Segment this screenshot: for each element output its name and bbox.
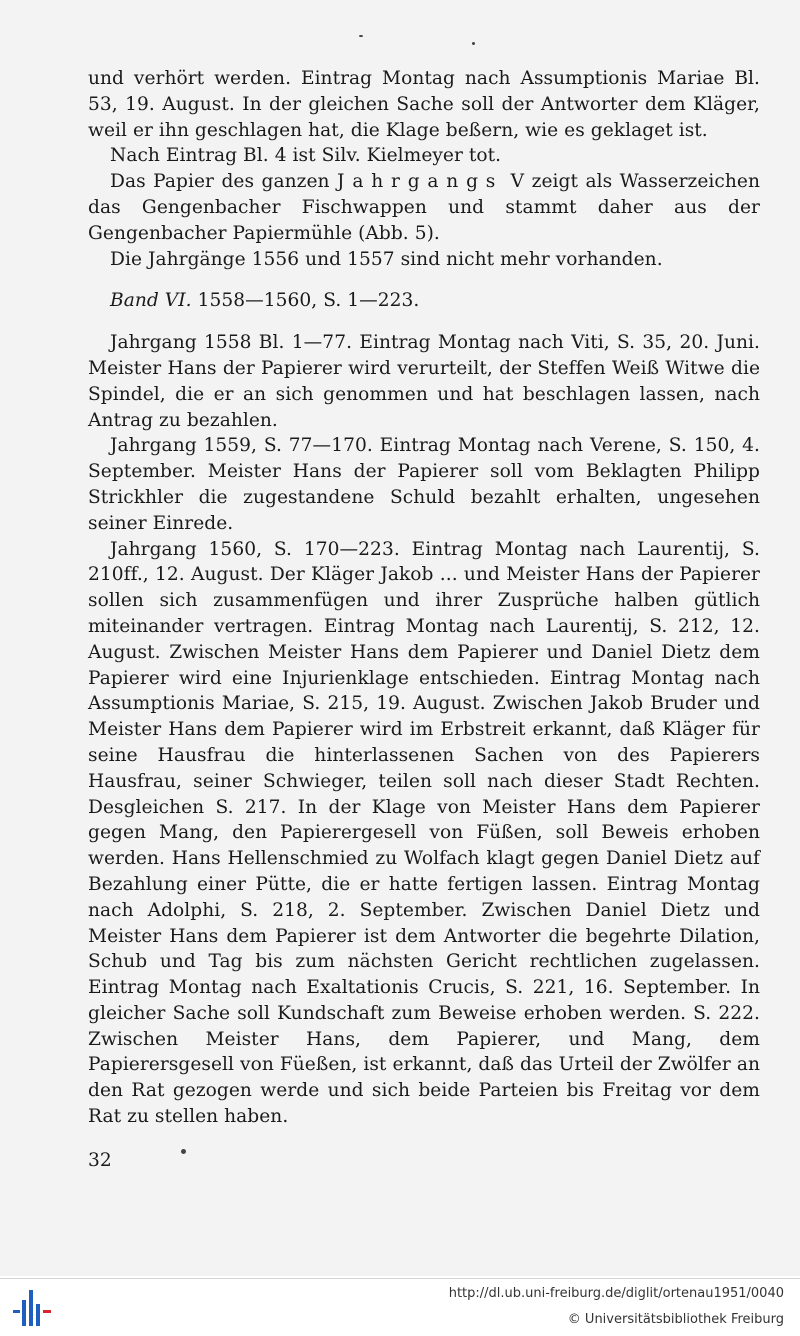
- paragraph: [88, 169, 760, 246]
- scan-speck: [181, 1149, 186, 1154]
- scan-speck: [472, 42, 475, 45]
- library-logo-icon: [12, 1288, 52, 1328]
- paragraph: Jahrgang 1559, S. 77—170. Eintrag Montag nach Verene, S. 150, 4. September. Meister Hans der Papierer soll vom Beklagten Philipp Strickhler die zugestandene Schuld bezahlt erhalten, ungesehen seiner Einrede.: [88, 435, 760, 534]
- paragraph: und verhört werden. Eintrag Montag nach Assumptionis Mariae Bl. 53, 19. August. In der gleichen Sache soll der Antworter dem Kläger, weil er ihn geschlagen hat, die Klage beßern, wie es geklaget ist.: [88, 68, 760, 141]
- paragraph: Nach Eintrag Bl. 4 ist Silv. Kielmeyer tot.: [110, 145, 502, 167]
- copyright-notice: © Universitätsbibliothek Freiburg: [567, 1312, 784, 1327]
- paragraph: Die Jahrgänge 1556 und 1557 sind nicht mehr vorhanden.: [110, 248, 663, 270]
- scan-speck: [359, 35, 363, 37]
- body-text: [88, 66, 760, 1130]
- spaced-emphasis: Jahrgangs: [337, 171, 504, 193]
- heading-text: 1558—1560, S. 1—223.: [191, 290, 420, 312]
- section-heading: [88, 288, 760, 314]
- source-url-link[interactable]: http://dl.ub.uni-freiburg.de/diglit/ortenau1951/0040: [448, 1286, 784, 1301]
- footer-divider: [0, 1278, 800, 1279]
- paragraph-text: Das Papier des ganzen: [110, 171, 338, 193]
- page-number: 32: [88, 1150, 112, 1171]
- paragraph-text: V zeigt als Wasserzeichen das Gengenbacher Fischwappen und stammt daher aus der Gengenbacher Papiermühle (Abb. 5).: [88, 171, 760, 244]
- paragraph: Jahrgang 1558 Bl. 1—77. Eintrag Montag nach Viti, S. 35, 20. Juni. Meister Hans der Papierer wird verurteilt, der Steffen Weiß Witwe die Spindel, die er an sich genommen und hat beschlagen lassen, nach Antrag zu bezahlen.: [88, 332, 760, 431]
- heading-italic: Band VI.: [110, 290, 192, 312]
- paragraph: Jahrgang 1560, S. 170—223. Eintrag Montag nach Laurentij, S. 210ff., 12. August. Der Kläger Jakob ... und Meister Hans der Papierer sollen sich zusammenfügen und ihrer Zusprüche halben gütlich miteinander vertragen. Eintrag Montag nach Laurentij, S. 212, 12. August. Zwischen Meister Hans dem Papierer und Daniel Dietz dem Papierer wird eine Injurienklage entschieden. Eintrag Montag nach Assumptionis Mariae, S. 215, 19. August. Zwischen Jakob Bruder und Meister Hans dem Papierer wird im Erbstreit erkannt, daß Kläger für seine Hausfrau die hinterlassenen Sachen von des Papierers Hausfrau, seiner Schwieger, teilen soll nach dieser Stadt Rechten. Desgleichen S. 217. In der Klage von Meister Hans dem Papierer gegen Mang, den Papierergesell von Füßen, soll Beweis erhoben werden. Hans Hellenschmied zu Wolfach klagt gegen Daniel Dietz auf Bezahlung einer Pütte, die er hatte fertigen lassen. Eintrag Montag nach Adolphi, S. 218, 2. September. Zwischen Daniel Dietz und Meister Hans dem Papierer ist dem Antworter die begehrte Dilation, Schub und Tag bis zum nächsten Gericht rechtlichen zugelassen. Eintrag Montag nach Exaltationis Crucis, S. 221, 16. September. In gleicher Sache soll Kundschaft zum Beweise erhoben werden. S. 222. Zwischen Meister Hans, dem Papierer, und Mang, dem Papierersgesell von Füeßen, ist erkannt, daß das Urteil der Zwölfer an den Rat gezogen werde und sich beide Parteien bis Freitag vor dem Rat zu stellen haben.: [88, 538, 760, 1128]
